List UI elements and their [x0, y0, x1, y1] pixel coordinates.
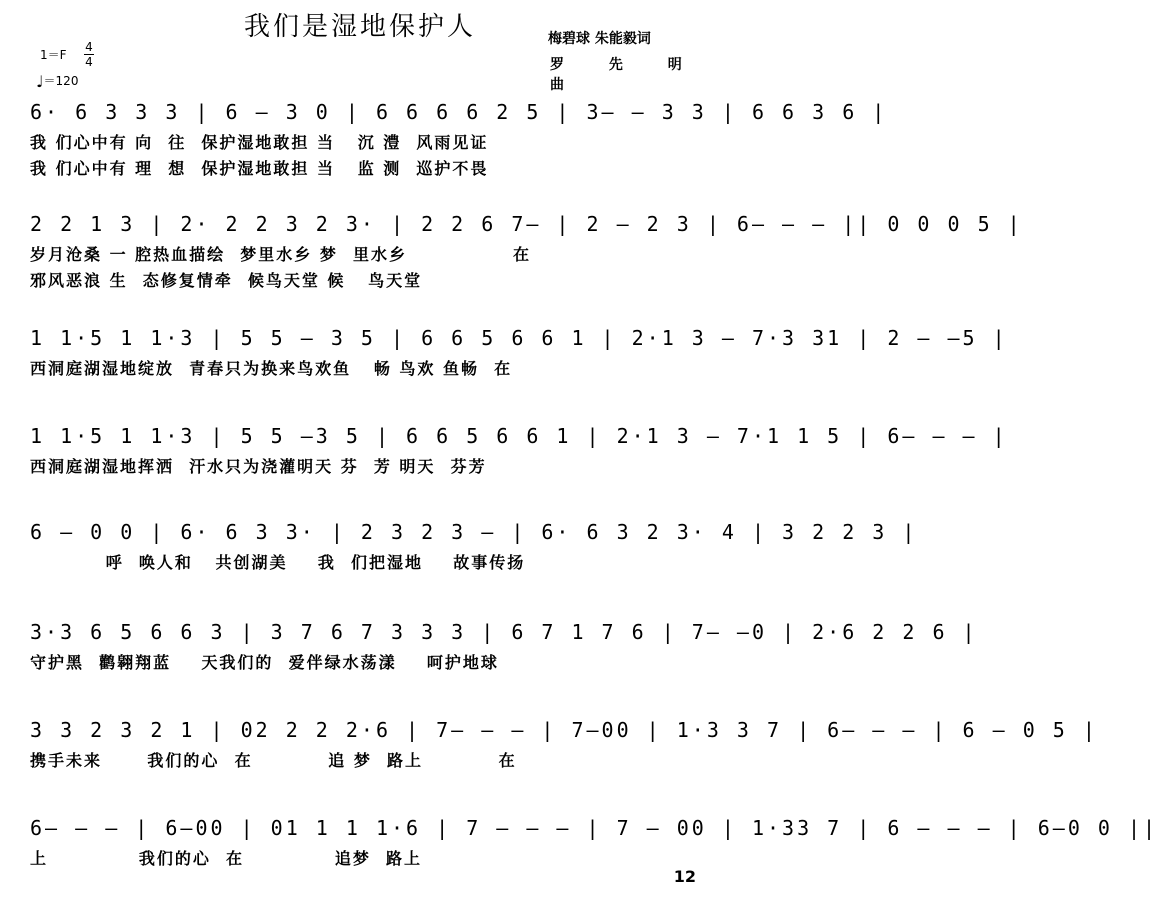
- notation-line: 3 3 2 3 2 1 | 02 2 2 2·6 | 7– – – | 7–00 | 1·3 3 7 | 6– – – | 6 – 0 5 |: [30, 718, 1098, 742]
- notation-line: 1 1·5 1 1·3 | 5 5 –3 5 | 6 6 5 6 6 1 | 2·1 3 – 7·1 1 5 | 6– – – |: [30, 424, 1008, 448]
- lyrics-line: 上 我们的心 在 追梦 路上: [30, 849, 422, 868]
- notation-line: 6· 6 3 3 3 | 6 – 3 0 | 6 6 6 6 2 5 | 3– – 3 3 | 6 6 3 6 |: [30, 100, 888, 124]
- music-system-6: [30, 620, 978, 676]
- lyrics-verse-2: 我 们心中有 理 想 保护湿地敢担 当 监 测 巡护不畏: [30, 159, 489, 178]
- tempo-marking: [36, 72, 78, 91]
- lyrics-line: 西洞庭湖湿地绽放 青春只为换来鸟欢鱼 畅 鸟欢 鱼畅 在: [30, 359, 513, 378]
- notation-line: 6 – 0 0 | 6· 6 3 3· | 2 3 2 3 – | 6· 6 3 2 3· 4 | 3 2 2 3 |: [30, 520, 918, 544]
- quarter-note-icon: ♩: [36, 72, 44, 91]
- music-system-3: [30, 326, 1008, 382]
- notation-line: 3·3 6 5 6 6 3 | 3 7 6 7 3 3 3 | 6 7 1 7 6 | 7– –0 | 2·6 2 2 6 |: [30, 620, 978, 644]
- page-number: 12: [673, 867, 696, 886]
- tempo-value: ＝120: [43, 74, 79, 88]
- music-system-2: [30, 212, 1023, 294]
- lyrics-line: 西洞庭湖湿地挥洒 汗水只为浇灌明天 芬 芳 明天 芬芳: [30, 457, 487, 476]
- notation-line: 6– – – | 6–00 | 01 1 1 1·6 | 7 – – – | 7 – 00 | 1·33 7 | 6 – – – | 6–0 0 ||: [30, 816, 1158, 840]
- page-title: 我们是湿地保护人: [243, 12, 476, 42]
- music-system-1: [30, 100, 888, 182]
- notation-line: 2 2 1 3 | 2· 2 2 3 2 3· | 2 2 6 7– | 2 – 2 3 | 6– – – || 0 0 0 5 |: [30, 212, 1023, 236]
- lyrics-verse-1: 岁月沧桑 一 腔热血描绘 梦里水乡 梦 里水乡 在: [30, 245, 531, 264]
- lyricist-credit: 梅碧球 朱能毅词: [548, 31, 651, 47]
- lyrics-line: 携手未来 我们的心 在 追 梦 路上 在: [30, 751, 517, 770]
- time-signature-top: 4: [85, 40, 93, 54]
- music-system-5: [30, 520, 918, 576]
- key-signature: 1＝F: [40, 48, 67, 62]
- credits: [548, 28, 722, 93]
- lyrics-line: 呼 唤人和 共创湖美 我 们把湿地 故事传扬: [30, 553, 526, 572]
- composer-credit: 罗 先 明 曲: [550, 57, 702, 93]
- music-system-7: [30, 718, 1098, 774]
- time-signature-bottom: 4: [85, 55, 93, 69]
- lyrics-verse-2: 邪风恶浪 生 态修复情牵 候鸟天堂 候 鸟天堂: [30, 271, 423, 290]
- lyrics-line: 守护黑 鹳翱翔蓝 天我们的 爱伴绿水荡漾 呵护地球: [30, 653, 499, 672]
- music-system-8: [30, 816, 1158, 872]
- lyrics-verse-1: 我 们心中有 向 往 保护湿地敢担 当 沉 澧 风雨见证: [30, 133, 489, 152]
- notation-line: 1 1·5 1 1·3 | 5 5 – 3 5 | 6 6 5 6 6 1 | 2·1 3 – 7·3 31 | 2 – –5 |: [30, 326, 1008, 350]
- time-signature: [84, 40, 94, 69]
- music-system-4: [30, 424, 1008, 480]
